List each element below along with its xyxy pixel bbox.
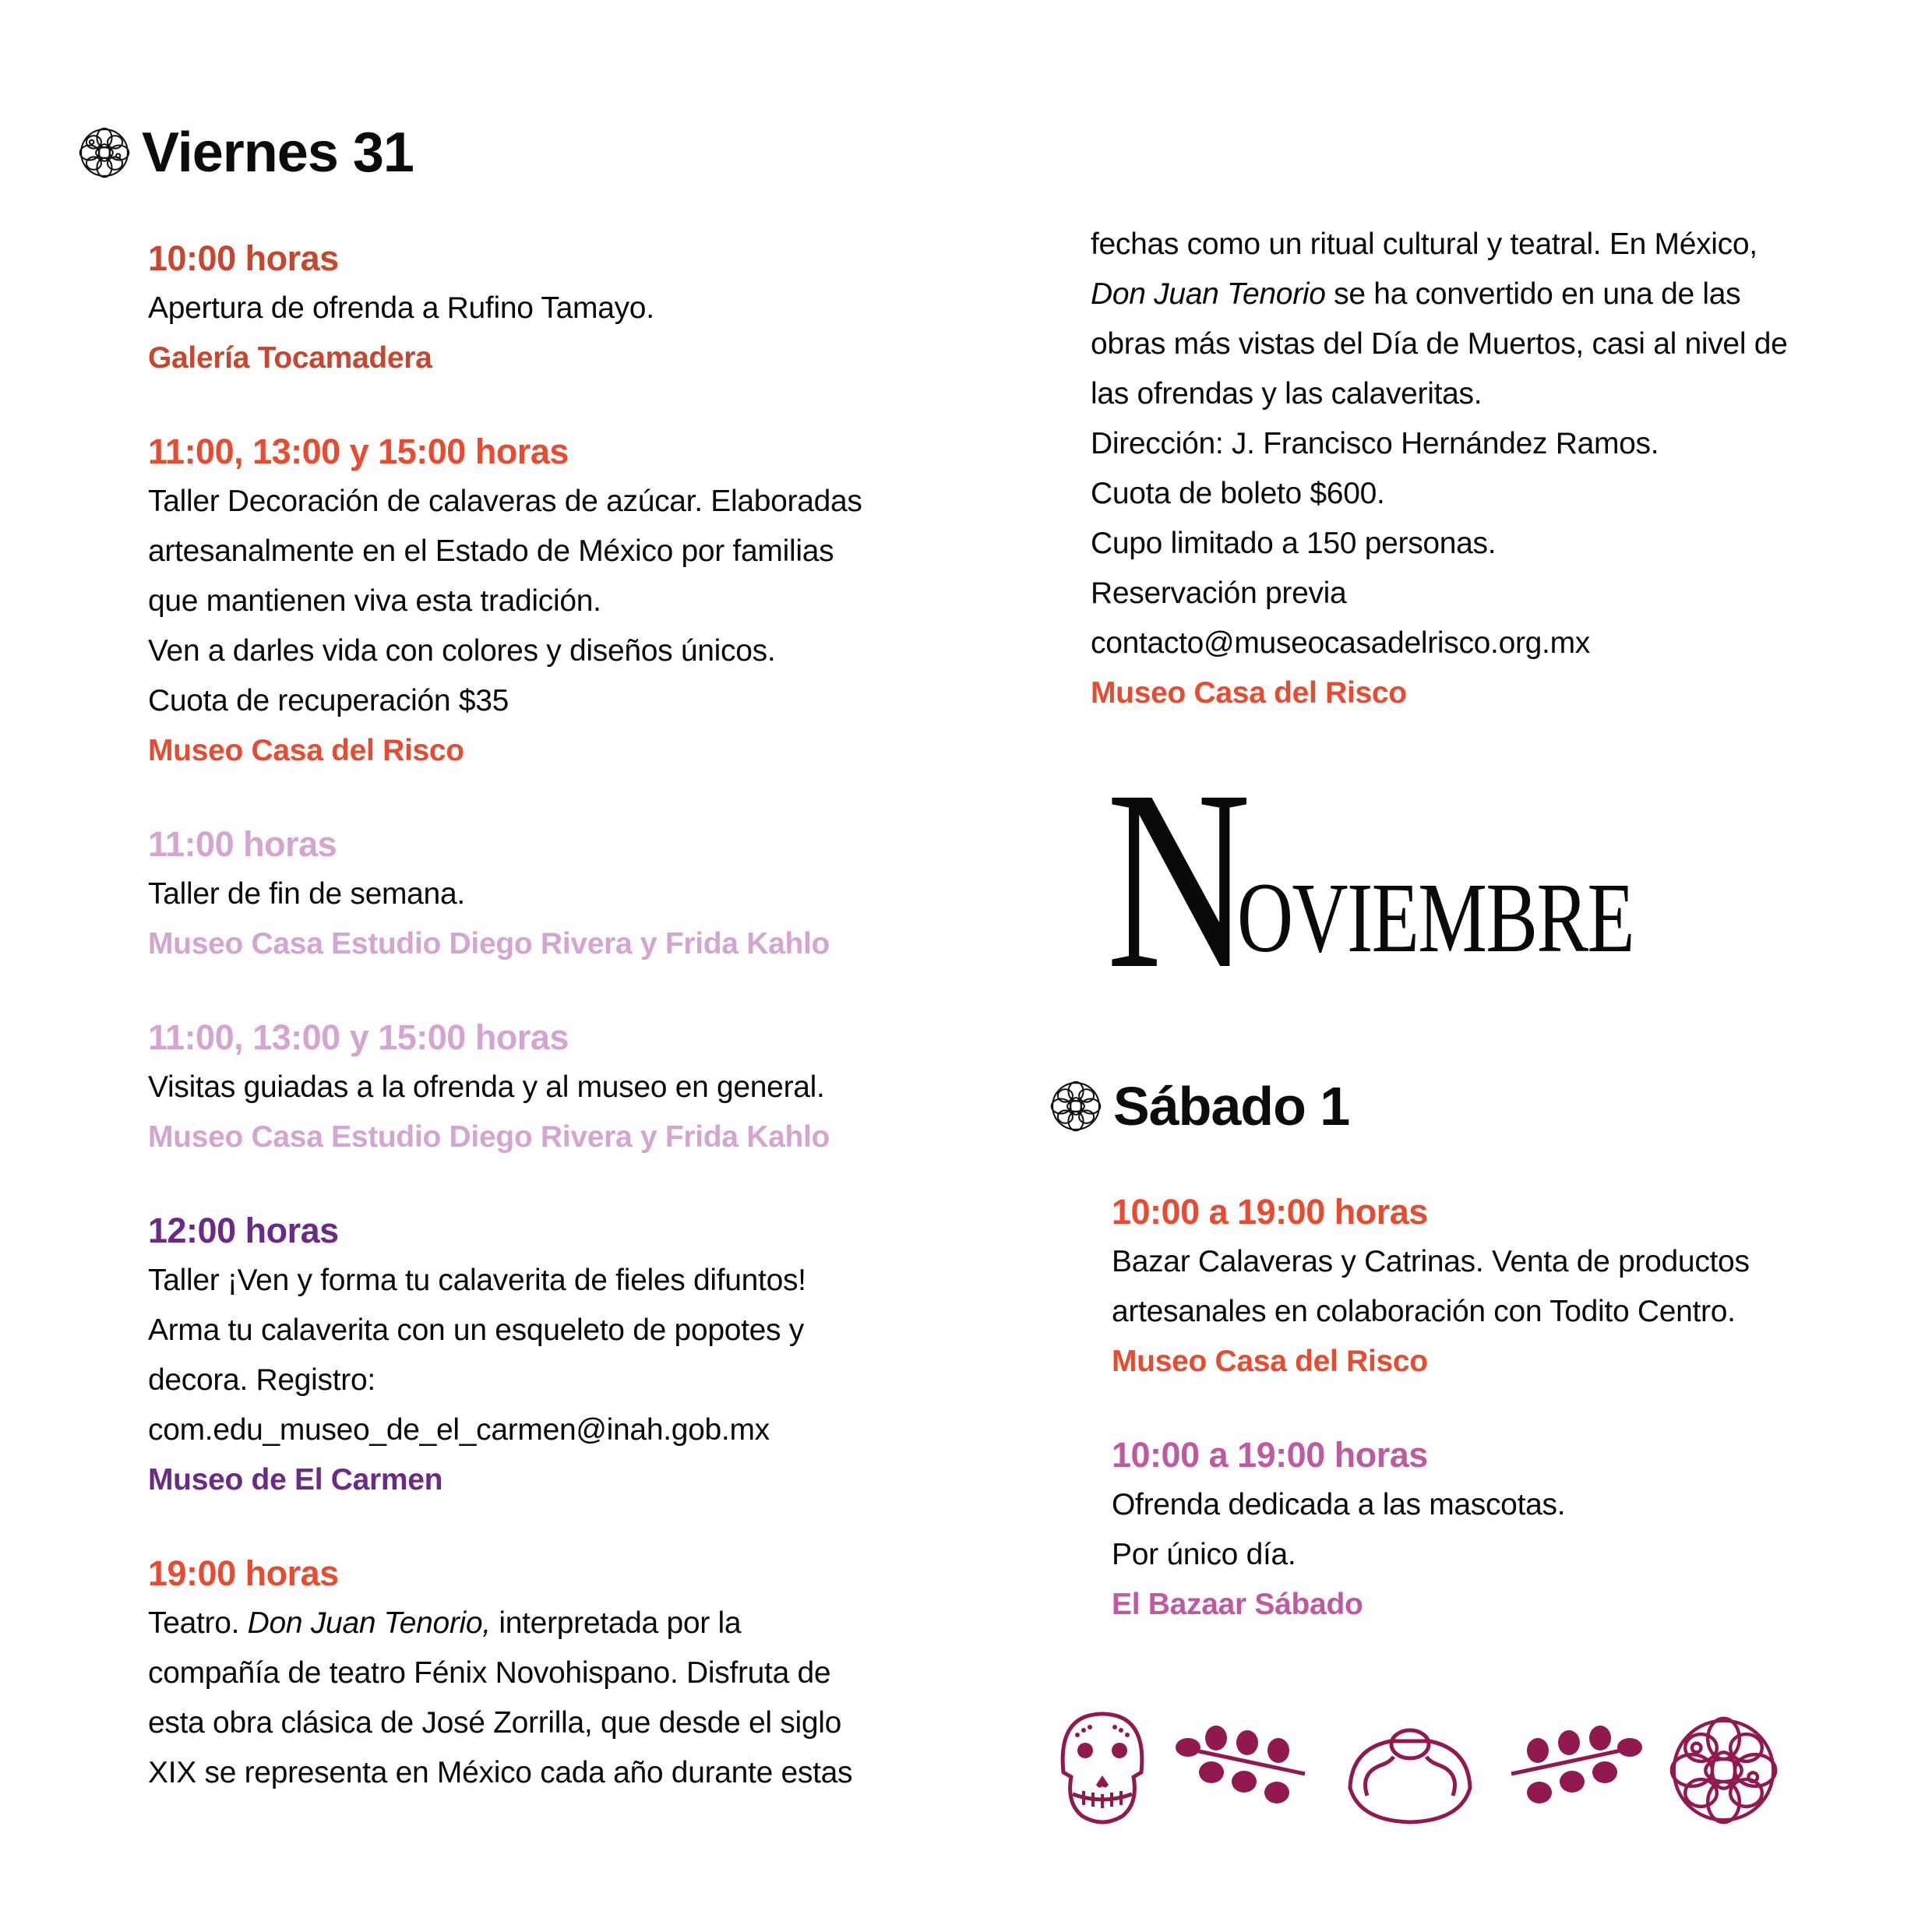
day-heading-viernes (78, 121, 414, 185)
event-description-line: Visitas guiadas a la ofrenda y al museo en general. (148, 1070, 825, 1104)
day-heading-sabado (1049, 1075, 1349, 1137)
event-description-line: Teatro. Don Juan Tenorio, interpretada por la (148, 1606, 742, 1640)
event-description-line: las ofrendas y las calaveritas. (1091, 377, 1482, 411)
event-description-line: Dirección: J. Francisco Hernández Ramos. (1091, 427, 1659, 460)
event-description-line: XIX se representa en México cada año durante estas (148, 1756, 853, 1789)
event-venue: Museo de El Carmen (148, 1463, 443, 1497)
event-description-line: com.edu_museo_de_el_carmen@inah.gob.mx (148, 1413, 770, 1447)
event-time: 10:00 a 19:00 horas (1112, 1192, 1428, 1232)
event-venue: Museo Casa Estudio Diego Rivera y Frida Kahlo (148, 1120, 830, 1154)
event-description-line: fechas como un ritual cultural y teatral. En México, (1091, 227, 1757, 261)
event-description-line: Ofrenda dedicada a las mascotas. (1112, 1488, 1566, 1521)
event-description-line: Apertura de ofrenda a Rufino Tamayo. (148, 291, 654, 325)
leaf-branch-icon (1504, 1726, 1644, 1811)
event-venue: El Bazaar Sábado (1112, 1588, 1363, 1621)
event (148, 234, 974, 383)
event-description-line: esta obra clásica de José Zorrilla, que desde el siglo (148, 1706, 841, 1740)
event-time: 11:00, 13:00 y 15:00 horas (148, 1017, 569, 1057)
event-teatro (148, 1549, 974, 1798)
event (1112, 1187, 1891, 1387)
event-time: 11:00 horas (148, 824, 337, 864)
event (148, 427, 974, 776)
event-time: 10:00 horas (148, 238, 339, 278)
event-description-line: artesanalmente en el Estado de México por familias (148, 534, 834, 568)
event-venue: Galería Tocamadera (148, 341, 432, 375)
leaf-branch-icon (1172, 1726, 1313, 1811)
event-description-line: compañía de teatro Fénix Novohispano. Disfruta de (148, 1656, 831, 1690)
event-description-line: Cuota de boleto $600. (1091, 477, 1385, 510)
event-time: 19:00 horas (148, 1553, 339, 1593)
event-description-line: Por único día. (1112, 1538, 1296, 1571)
event-time: 11:00, 13:00 y 15:00 horas (148, 432, 569, 471)
month-initial: N (1106, 738, 1251, 1022)
event-description-line: Reservación previa (1091, 576, 1347, 610)
event (148, 820, 974, 969)
sabado-events (1112, 1187, 1891, 1673)
event-time: 12:00 horas (148, 1211, 339, 1250)
event-description-line: Don Juan Tenorio se ha convertido en una de las (1091, 277, 1741, 311)
event-description-line: Taller ¡Ven y forma tu calaverita de fieles difuntos! (148, 1264, 806, 1297)
day-heading-text: Viernes 31 (142, 122, 414, 184)
month-title (1106, 738, 1746, 1022)
right-column-continuation (1091, 220, 1885, 718)
ornament-row (1056, 1710, 1788, 1827)
event-description-line: obras más vistas del Día de Muertos, casi al nivel de (1091, 327, 1788, 361)
event-description-line: Taller Decoración de calaveras de azúcar. Elaboradas (148, 485, 862, 518)
left-column (148, 234, 974, 1842)
event (1112, 1430, 1891, 1630)
event-description-line: Cuota de recuperación $35 (148, 684, 509, 717)
pan-de-muerto-icon (1344, 1726, 1476, 1827)
event-description-line: Cupo limitado a 150 personas. (1091, 527, 1497, 560)
event-venue: Museo Casa del Risco (148, 734, 464, 767)
event-description-line: Taller de fin de semana. (148, 877, 465, 911)
event-venue: Museo Casa del Risco (1112, 1345, 1428, 1378)
event-description-line: Ven a darles vida con colores y diseños únicos. (148, 634, 776, 668)
event-time: 10:00 a 19:00 horas (1112, 1435, 1428, 1475)
event-description-line: contacto@museocasadelrisco.org.mx (1091, 626, 1590, 660)
day-heading-text: Sábado 1 (1113, 1076, 1350, 1137)
event-venue: Museo Casa del Risco (1091, 676, 1407, 710)
event-venue: Museo Casa Estudio Diego Rivera y Frida Kahlo (148, 927, 830, 961)
marigold-flower-icon (78, 126, 131, 179)
event-description-line: que mantienen viva esta tradición. (148, 584, 601, 618)
marigold-flower-icon (1667, 1714, 1780, 1827)
event (148, 1206, 974, 1505)
sugar-skull-icon (1056, 1710, 1149, 1827)
event-description-line: artesanales en colaboración con Todito Centro. (1112, 1295, 1736, 1328)
event-description-line: Arma tu calaverita con un esqueleto de popotes y (148, 1313, 804, 1347)
event-description-line: Bazar Calaveras y Catrinas. Venta de productos (1112, 1245, 1750, 1278)
event-description-line: decora. Registro: (148, 1363, 375, 1397)
event (148, 1013, 974, 1162)
month-rest: OVIEMBRE (1237, 862, 1634, 973)
marigold-flower-icon (1049, 1080, 1102, 1133)
